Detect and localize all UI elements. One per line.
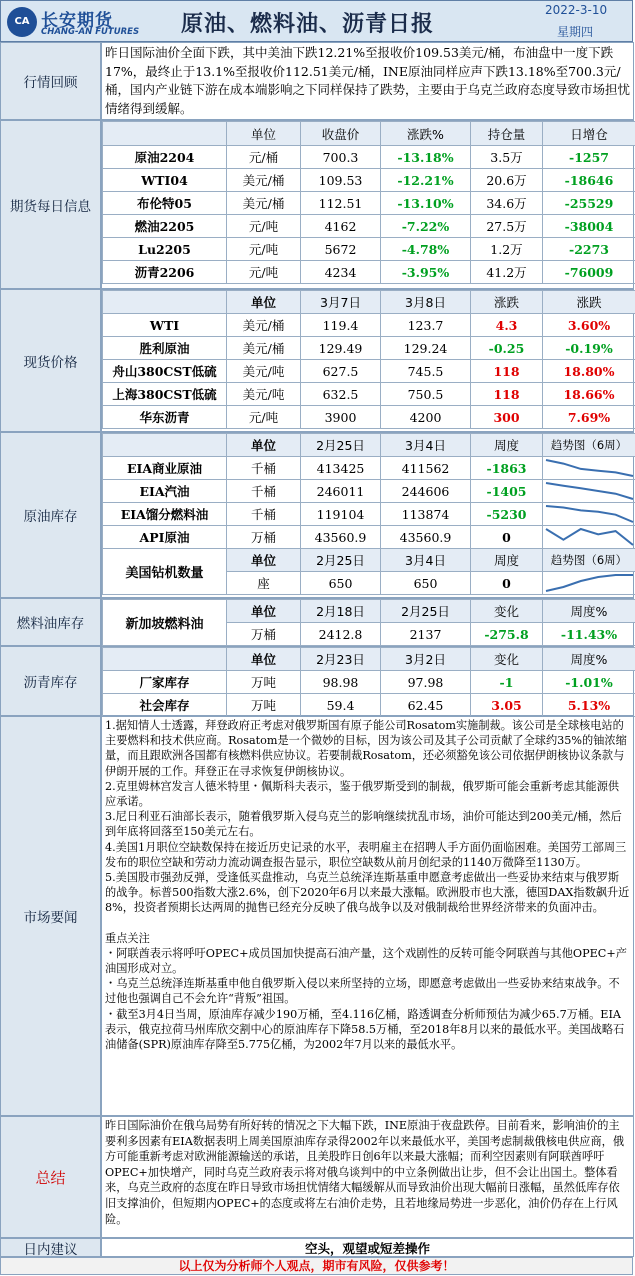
crude-stock-unit: 千桶 — [227, 457, 301, 480]
news-paragraph: 4.美国1月职位空缺数保持在接近历史记录的水平，表明雇主在招聘人手方面仍面临困难。美国劳工部周三发布的职位空缺和劳动力流动调查报告显示，职位空缺数从前月创纪录的1140万微降至1130万。 — [105, 840, 627, 869]
rig-count-name: 美国钻机数量 — [103, 549, 227, 595]
fuel-unit: 万桶 — [227, 623, 301, 646]
futures-contract-name: 燃油2205 — [103, 215, 227, 238]
news-paragraph: ・乌克兰总统泽连斯基重申他自俄罗斯入侵以来所坚持的立场，即愿意考虑做出一些妥协来结束战争。不过他也强调自己不会允许“背叛”祖国。 — [105, 977, 620, 1006]
crude-stock-name: EIA商业原油 — [103, 457, 227, 480]
spot-header: 3月8日 — [381, 291, 471, 314]
crude-header: 单位 — [227, 434, 301, 457]
futures-unit: 元/吨 — [227, 261, 301, 284]
futures-unit: 元/吨 — [227, 215, 301, 238]
news-paragraph: 5.美国股市强劲反弹，受逢低买盘推动，乌克兰总统泽连斯基重申愿意考虑做出一些妥协来结束与俄罗斯的战争。标普500指数大涨2.6%，创下2020年6月以来最大涨幅。欧洲股市也大涨，德国DAX指数飙升近8%，投资者预期长达两周的抛售已经充分反映了俄乌战争以及对俄制裁给世界经济带来的负面冲击。 — [105, 871, 630, 915]
spot-panel — [101, 289, 634, 432]
rig-header: 3月4日 — [381, 549, 471, 572]
crude-stock-unit: 千桶 — [227, 480, 301, 503]
crude-stock-row — [103, 480, 635, 503]
logo — [5, 4, 155, 40]
fuel-d2: 2137 — [381, 623, 471, 646]
asphalt-stock-unit: 万吨 — [227, 694, 301, 717]
trend-line — [546, 529, 633, 545]
trend-line — [546, 506, 633, 522]
rig-d1: 650 — [301, 572, 381, 595]
futures-row — [103, 261, 635, 284]
asphalt-header: 变化 — [471, 648, 543, 671]
crude-trend-cell — [543, 457, 635, 480]
asphalt-header: 周度% — [543, 648, 635, 671]
fuel-header: 变化 — [471, 600, 543, 623]
trend-line — [546, 483, 633, 499]
futures-close: 700.3 — [301, 146, 381, 169]
spot-change: 118 — [471, 360, 543, 383]
asphalt-stock-table — [102, 647, 635, 717]
asphalt-header: 单位 — [227, 648, 301, 671]
crude-stock-row — [103, 503, 635, 526]
company-logo-icon: CA — [7, 7, 37, 37]
futures-row — [103, 215, 635, 238]
spot-row — [103, 337, 635, 360]
asphalt-header: 2月23日 — [301, 648, 381, 671]
rig-header: 2月25日 — [301, 549, 381, 572]
report-title: 原油、燃料油、沥青日报 — [181, 12, 435, 37]
asphalt-header — [103, 648, 227, 671]
futures-change-pct: -3.95% — [381, 261, 471, 284]
asphalt-stock-row — [103, 671, 635, 694]
crude-stock-name: EIA汽油 — [103, 480, 227, 503]
logo-chinese-name: 长安期货 — [41, 11, 113, 31]
fuel-pct: -11.43% — [543, 623, 635, 646]
crude-stock-change: -5230 — [471, 503, 543, 526]
crude-stock-d1: 413425 — [301, 457, 381, 480]
futures-change-pct: -4.78% — [381, 238, 471, 261]
futures-header: 涨跌% — [381, 122, 471, 146]
spot-change: 118 — [471, 383, 543, 406]
asphalt-stock-d2: 62.45 — [381, 694, 471, 717]
trend-line — [546, 460, 633, 476]
spot-change-pct: 7.69% — [543, 406, 635, 429]
crude-stock-d2: 244606 — [381, 480, 471, 503]
crude-header: 趋势图（6周） — [543, 434, 635, 457]
futures-open-interest: 1.2万 — [471, 238, 543, 261]
futures-contract-name: 原油2204 — [103, 146, 227, 169]
futures-oi-change: -18646 — [543, 169, 635, 192]
summary-label: 总结 — [0, 1116, 101, 1238]
news-paragraph: 2.克里姆林宫发言人德米特里・佩斯科夫表示，鉴于俄罗斯受到的制裁，俄罗斯可能会重新考虑其能源供应承诺。 — [105, 779, 620, 809]
review-text: 昨日国际油价全面下跌，其中美油下跌12.21%至报收价109.53美元/桶，布油盘中一度下跌17%，最终止于13.1%至报收价112.51美元/桶，INE原油同样应声下跌13.18%至700.3元/桶，国内产业链下游在成本端影响之下同样保持了跌势，主要由于乌克兰政府态度导致市场担忧情绪得到缓解。 — [101, 42, 634, 120]
futures-close: 112.51 — [301, 192, 381, 215]
futures-header — [103, 122, 227, 146]
crude-stock-table — [102, 433, 635, 595]
rig-trend-sparkline — [543, 572, 635, 594]
news-paragraph: 重点关注 — [105, 931, 150, 945]
futures-change-pct: -13.10% — [381, 192, 471, 215]
spot-change-pct: 18.80% — [543, 360, 635, 383]
futures-row — [103, 238, 635, 261]
spot-price-d1: 119.4 — [301, 314, 381, 337]
news-panel — [101, 716, 634, 1116]
spot-row — [103, 314, 635, 337]
futures-oi-change: -2273 — [543, 238, 635, 261]
spot-row — [103, 383, 635, 406]
futures-unit: 元/桶 — [227, 146, 301, 169]
asphalt-stock-row — [103, 694, 635, 717]
spot-unit: 美元/吨 — [227, 383, 301, 406]
futures-row — [103, 192, 635, 215]
spot-change: 300 — [471, 406, 543, 429]
crude-trend-sparkline — [543, 480, 635, 502]
spot-change: -0.25 — [471, 337, 543, 360]
crude-stock-d1: 246011 — [301, 480, 381, 503]
futures-open-interest: 3.5万 — [471, 146, 543, 169]
disclaimer-footer: 以上仅为分析师个人观点，期市有风险，仅供参考！ — [0, 1257, 633, 1275]
crude-stock-row — [103, 526, 635, 549]
futures-row — [103, 169, 635, 192]
futures-row — [103, 146, 635, 169]
spot-header — [103, 291, 227, 314]
futures-panel — [101, 120, 634, 289]
crude-stock-change: 0 — [471, 526, 543, 549]
rig-header: 单位 — [227, 549, 301, 572]
report-header — [0, 0, 633, 42]
asphalt-stock-unit: 万吨 — [227, 671, 301, 694]
futures-header: 日增仓 — [543, 122, 635, 146]
crude-trend-sparkline — [543, 503, 635, 525]
asphalt-stock-change: 3.05 — [471, 694, 543, 717]
futures-table — [102, 121, 635, 284]
crude-stock-label: 原油库存 — [0, 432, 101, 598]
futures-contract-name: 布伦特05 — [103, 192, 227, 215]
spot-unit: 美元/吨 — [227, 360, 301, 383]
asphalt-stock-pct: -1.01% — [543, 671, 635, 694]
futures-open-interest: 27.5万 — [471, 215, 543, 238]
asphalt-stock-panel — [101, 646, 634, 716]
crude-stock-d2: 113874 — [381, 503, 471, 526]
rig-header: 趋势图（6周） — [543, 549, 635, 572]
spot-header: 涨跌 — [543, 291, 635, 314]
news-paragraph: 1.据知情人士透露，拜登政府正考虑对俄罗斯国有原子能公司Rosatom实施制裁。该公司是全球核电站的主要燃料和技术供应商。Rosatom是一个微妙的目标，因为该公司及其子公司贡献了全球约35%的铀浓缩量，而且跟欧洲各国都有核燃料供应协议。若要制裁Rosatom，还必须豁免该公司依据伊朗核协议条款与伊朗开展的工作。拜登正在寻求恢复伊朗核协议。 — [105, 719, 627, 778]
futures-close: 4234 — [301, 261, 381, 284]
futures-oi-change: -25529 — [543, 192, 635, 215]
advice-label: 日内建议 — [0, 1238, 101, 1257]
futures-change-pct: -7.22% — [381, 215, 471, 238]
spot-price-d2: 750.5 — [381, 383, 471, 406]
asphalt-stock-d1: 59.4 — [301, 694, 381, 717]
crude-trend-sparkline — [543, 457, 635, 479]
futures-open-interest: 34.6万 — [471, 192, 543, 215]
futures-unit: 美元/桶 — [227, 169, 301, 192]
futures-open-interest: 41.2万 — [471, 261, 543, 284]
news-label: 市场要闻 — [0, 716, 101, 1116]
crude-stock-change: -1863 — [471, 457, 543, 480]
futures-close: 4162 — [301, 215, 381, 238]
spot-change-pct: 18.66% — [543, 383, 635, 406]
rig-unit: 座 — [227, 572, 301, 595]
fuel-stock-panel — [101, 598, 634, 646]
crude-trend-sparkline — [543, 526, 635, 548]
crude-stock-unit: 千桶 — [227, 503, 301, 526]
fuel-stock-label: 燃料油库存 — [0, 598, 101, 646]
asphalt-stock-d1: 98.98 — [301, 671, 381, 694]
futures-label: 期货每日信息 — [0, 120, 101, 289]
fuel-stock-name: 新加坡燃料油 — [103, 600, 227, 646]
crude-stock-change: -1405 — [471, 480, 543, 503]
crude-header: 2月25日 — [301, 434, 381, 457]
spot-name: 胜利原油 — [103, 337, 227, 360]
crude-stock-panel — [101, 432, 634, 598]
spot-name: 华东沥青 — [103, 406, 227, 429]
rig-header: 周度 — [471, 549, 543, 572]
spot-table — [102, 290, 635, 429]
asphalt-stock-label: 沥青库存 — [0, 646, 101, 716]
news-paragraph: ・截至3月4日当周，原油库存减少190万桶，至4.116亿桶，路透调查分析师预估为减少65.7万桶。EIA表示，俄克拉荷马州库欣交割中心的原油库存下降58.5万桶，至2018年8月以来的最低水平。美国战略石油储备(SPR)原油库存降至5.775亿桶，为2002年7月以来的最低水平。 — [105, 1007, 625, 1052]
spot-name: 舟山380CST低硫 — [103, 360, 227, 383]
logo-english-name: CHANG-AN FUTURES — [41, 27, 140, 37]
advice-text: 空头，观望或短差操作 — [101, 1238, 634, 1257]
spot-name: 上海380CST低硫 — [103, 383, 227, 406]
report-date: 2022-3-10 — [545, 3, 608, 17]
trend-line — [546, 575, 633, 591]
asphalt-stock-d2: 97.98 — [381, 671, 471, 694]
spot-change-pct: 3.60% — [543, 314, 635, 337]
news-paragraph — [105, 916, 630, 931]
spot-name: WTI — [103, 314, 227, 337]
spot-change: 4.3 — [471, 314, 543, 337]
fuel-header: 2月25日 — [381, 600, 471, 623]
summary-panel — [101, 1116, 634, 1238]
crude-stock-d1: 119104 — [301, 503, 381, 526]
futures-header: 持仓量 — [471, 122, 543, 146]
crude-stock-d2: 411562 — [381, 457, 471, 480]
futures-contract-name: Lu2205 — [103, 238, 227, 261]
futures-contract-name: WTI04 — [103, 169, 227, 192]
futures-contract-name: 沥青2206 — [103, 261, 227, 284]
fuel-change: -275.8 — [471, 623, 543, 646]
spot-row — [103, 360, 635, 383]
futures-unit: 元/吨 — [227, 238, 301, 261]
crude-stock-d1: 43560.9 — [301, 526, 381, 549]
spot-unit: 美元/桶 — [227, 314, 301, 337]
asphalt-stock-name: 厂家库存 — [103, 671, 227, 694]
crude-trend-cell — [543, 526, 635, 549]
futures-unit: 美元/桶 — [227, 192, 301, 215]
futures-oi-change: -38004 — [543, 215, 635, 238]
spot-price-d2: 4200 — [381, 406, 471, 429]
rig-trend-cell — [543, 572, 635, 595]
spot-price-d1: 632.5 — [301, 383, 381, 406]
futures-oi-change: -76009 — [543, 261, 635, 284]
crude-stock-name: EIA馏分燃料油 — [103, 503, 227, 526]
spot-row — [103, 406, 635, 429]
spot-label: 现货价格 — [0, 289, 101, 432]
asphalt-stock-change: -1 — [471, 671, 543, 694]
crude-header: 3月4日 — [381, 434, 471, 457]
fuel-stock-table — [102, 599, 635, 646]
rig-d2: 650 — [381, 572, 471, 595]
review-label: 行情回顾 — [0, 42, 101, 120]
spot-header: 单位 — [227, 291, 301, 314]
crude-header — [103, 434, 227, 457]
crude-stock-unit: 万桶 — [227, 526, 301, 549]
spot-unit: 美元/桶 — [227, 337, 301, 360]
futures-close: 5672 — [301, 238, 381, 261]
report-weekday: 星期四 — [557, 25, 594, 39]
news-paragraph: 3.尼日利亚石油部长表示，随着俄罗斯入侵乌克兰的影响继续扰乱市场，油价可能达到200美元/桶，然后到年底将回落至150美元左右。 — [105, 810, 622, 839]
spot-price-d2: 129.24 — [381, 337, 471, 360]
futures-close: 109.53 — [301, 169, 381, 192]
futures-change-pct: -12.21% — [381, 169, 471, 192]
futures-open-interest: 20.6万 — [471, 169, 543, 192]
crude-stock-name: API原油 — [103, 526, 227, 549]
spot-change-pct: -0.19% — [543, 337, 635, 360]
spot-price-d2: 745.5 — [381, 360, 471, 383]
crude-trend-cell — [543, 480, 635, 503]
spot-header: 涨跌 — [471, 291, 543, 314]
fuel-header: 单位 — [227, 600, 301, 623]
spot-price-d2: 123.7 — [381, 314, 471, 337]
fuel-header: 周度% — [543, 600, 635, 623]
spot-header: 3月7日 — [301, 291, 381, 314]
spot-price-d1: 627.5 — [301, 360, 381, 383]
asphalt-stock-name: 社会库存 — [103, 694, 227, 717]
summary-text: 昨日国际油价在俄乌局势有所好转的情况之下大幅下跌，INE原油于夜盘跌停。目前看来，影响油价的主要利多因素有EIA数据表明上周美国原油库存录得2002年以来最低水平，美国考虑制裁俄核电供应商，俄方可能重新考虑对欧洲能源输送的承诺，且美股昨日创6年以来最大涨幅；而利空因素则有阿联酋呼吁OPEC+加快增产，同时乌克兰政府表示将对俄乌谈判中的中立条例做出让步，但不会让出国土。整体看来，乌克兰政府的态度在昨日导致市场担忧情绪大幅缓解从而导致油价出现大幅前日涨幅，虽然低库存依旧支撑油价，但短期内OPEC+的态度或将左右油价走势，且若地缘局势进一步恶化，油价仍存在上行风险。 — [105, 1119, 625, 1226]
crude-header: 周度 — [471, 434, 543, 457]
futures-oi-change: -1257 — [543, 146, 635, 169]
crude-stock-row — [103, 457, 635, 480]
rig-change: 0 — [471, 572, 543, 595]
fuel-d1: 2412.8 — [301, 623, 381, 646]
futures-header: 单位 — [227, 122, 301, 146]
spot-price-d1: 3900 — [301, 406, 381, 429]
asphalt-stock-pct: 5.13% — [543, 694, 635, 717]
news-paragraph: ・阿联酋表示将呼吁OPEC+成员国加快提高石油产量，这个戏剧性的反转可能令阿联酋与其他OPEC+产油国形成对立。 — [105, 946, 627, 976]
futures-header: 收盘价 — [301, 122, 381, 146]
spot-unit: 元/吨 — [227, 406, 301, 429]
spot-price-d1: 129.49 — [301, 337, 381, 360]
asphalt-header: 3月2日 — [381, 648, 471, 671]
futures-change-pct: -13.18% — [381, 146, 471, 169]
crude-trend-cell — [543, 503, 635, 526]
fuel-header: 2月18日 — [301, 600, 381, 623]
crude-stock-d2: 43560.9 — [381, 526, 471, 549]
